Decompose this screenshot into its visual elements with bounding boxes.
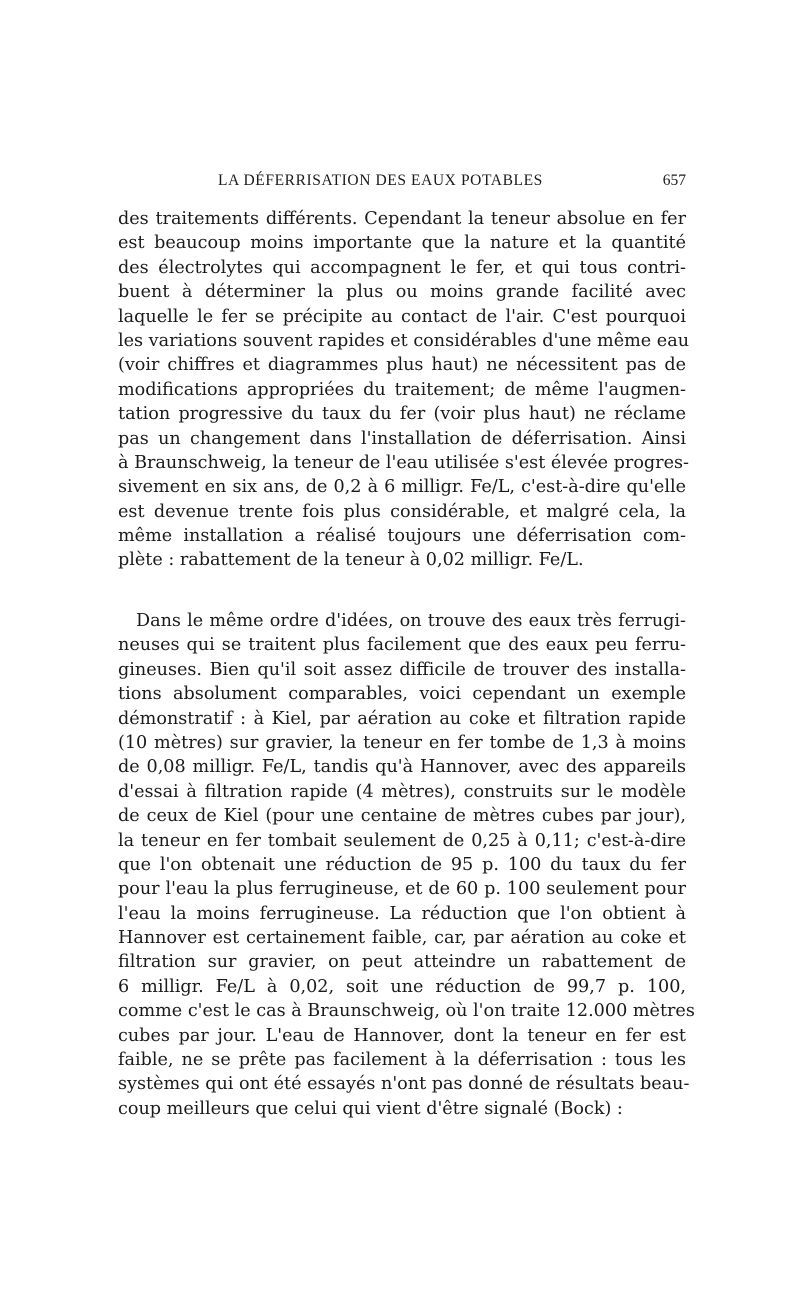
text-line: gineuses. Bien qu'il soit assez difficile de trouver des installa- [118, 659, 686, 680]
paragraph-1 [118, 207, 690, 573]
text-line: est beaucoup moins importante que la nature et la quantité [118, 233, 686, 254]
text-line: cubes par jour. L'eau de Hannover, dont la teneur en fer est [118, 1025, 686, 1046]
text-line: de ceux de Kiel (pour une centaine de mètres cubes par jour), [118, 806, 686, 827]
text-line: Dans le même ordre d'idées, on trouve des eaux très ferrugi- [136, 611, 686, 631]
text-line: (voir chiffres et diagrammes plus haut) ne nécessitent pas de [118, 355, 686, 376]
text-line: filtration sur gravier, on peut atteindre un rabattement de [118, 952, 686, 973]
running-title: LA DÉFERRISATION DES EAUX POTABLES [218, 172, 543, 189]
text-line: 6 milligr. Fe/L à 0,02, soit une réduction de 99,7 p. 100, [118, 976, 686, 997]
text-line: modifications appropriées du traitement; de même l'augmen- [118, 379, 686, 400]
text-line: pour l'eau la plus ferrugineuse, et de 60 p. 100 seulement pour [118, 879, 686, 900]
paragraph-2 [118, 609, 695, 1121]
text-line: les variations souvent rapides et considérables d'une même eau [118, 330, 690, 351]
text-line: sivement en six ans, de 0,2 à 6 milligr. Fe/L, c'est-à-dire qu'elle [118, 477, 686, 498]
text-line: pas un changement dans l'installation de déferrisation. Ainsi [118, 428, 686, 449]
text-line: laquelle le fer se précipite au contact de l'air. C'est pourquoi [118, 306, 686, 327]
text-line: à Braunschweig, la teneur de l'eau utilisée s'est élevée progres- [118, 452, 689, 473]
text-line: buent à déterminer la plus ou moins grande facilité avec [118, 282, 686, 303]
text-line: l'eau la moins ferrugineuse. La réduction que l'on obtient à [118, 903, 686, 924]
text-line: Hannover est certainement faible, car, par aération au coke et [118, 928, 686, 949]
text-line: la teneur en fer tombait seulement de 0,25 à 0,11; c'est-à-dire [118, 830, 686, 851]
text-line: même installation a réalisé toujours une déferrisation com- [118, 526, 686, 547]
text-line: des électrolytes qui accompagnent le fer, et qui tous contri- [118, 257, 686, 278]
page-number: 657 [662, 172, 686, 189]
text-line: coup meilleurs que celui qui vient d'être signalé (Bock) : [118, 1098, 623, 1119]
text-line: (10 mètres) sur gravier, la teneur en fer tombe de 1,3 à moins [118, 732, 686, 753]
text-line: neuses qui se traitent plus facilement que des eaux peu ferru- [118, 635, 686, 656]
text-line: tions absolument comparables, voici cependant un exemple [118, 684, 686, 705]
text-line: des traitements différents. Cependant la teneur absolue en fer [118, 209, 686, 229]
text-line: est devenue trente fois plus considérable, et malgré cela, la [118, 501, 686, 522]
text-line: systèmes qui ont été essayés n'ont pas donné de résultats beau- [118, 1074, 690, 1095]
text-line: tation progressive du taux du fer (voir plus haut) ne réclame [118, 404, 686, 425]
page-header [118, 172, 686, 196]
text-line: de 0,08 milligr. Fe/L, tandis qu'à Hannover, avec des appareils [118, 757, 686, 778]
text-line: plète : rabattement de la teneur à 0,02 milligr. Fe/L. [118, 550, 584, 571]
text-line: faible, ne se prête pas facilement à la déferrisation : tous les [118, 1050, 686, 1071]
text-line: démonstratif : à Kiel, par aération au coke et filtration rapide [118, 708, 686, 729]
text-line: que l'on obtenait une réduction de 95 p. 100 du taux du fer [118, 854, 686, 875]
text-line: d'essai à filtration rapide (4 mètres), construits sur le modèle [118, 781, 686, 802]
text-line: comme c'est le cas à Braunschweig, où l'on traite 12.000 mètres [118, 1001, 695, 1022]
